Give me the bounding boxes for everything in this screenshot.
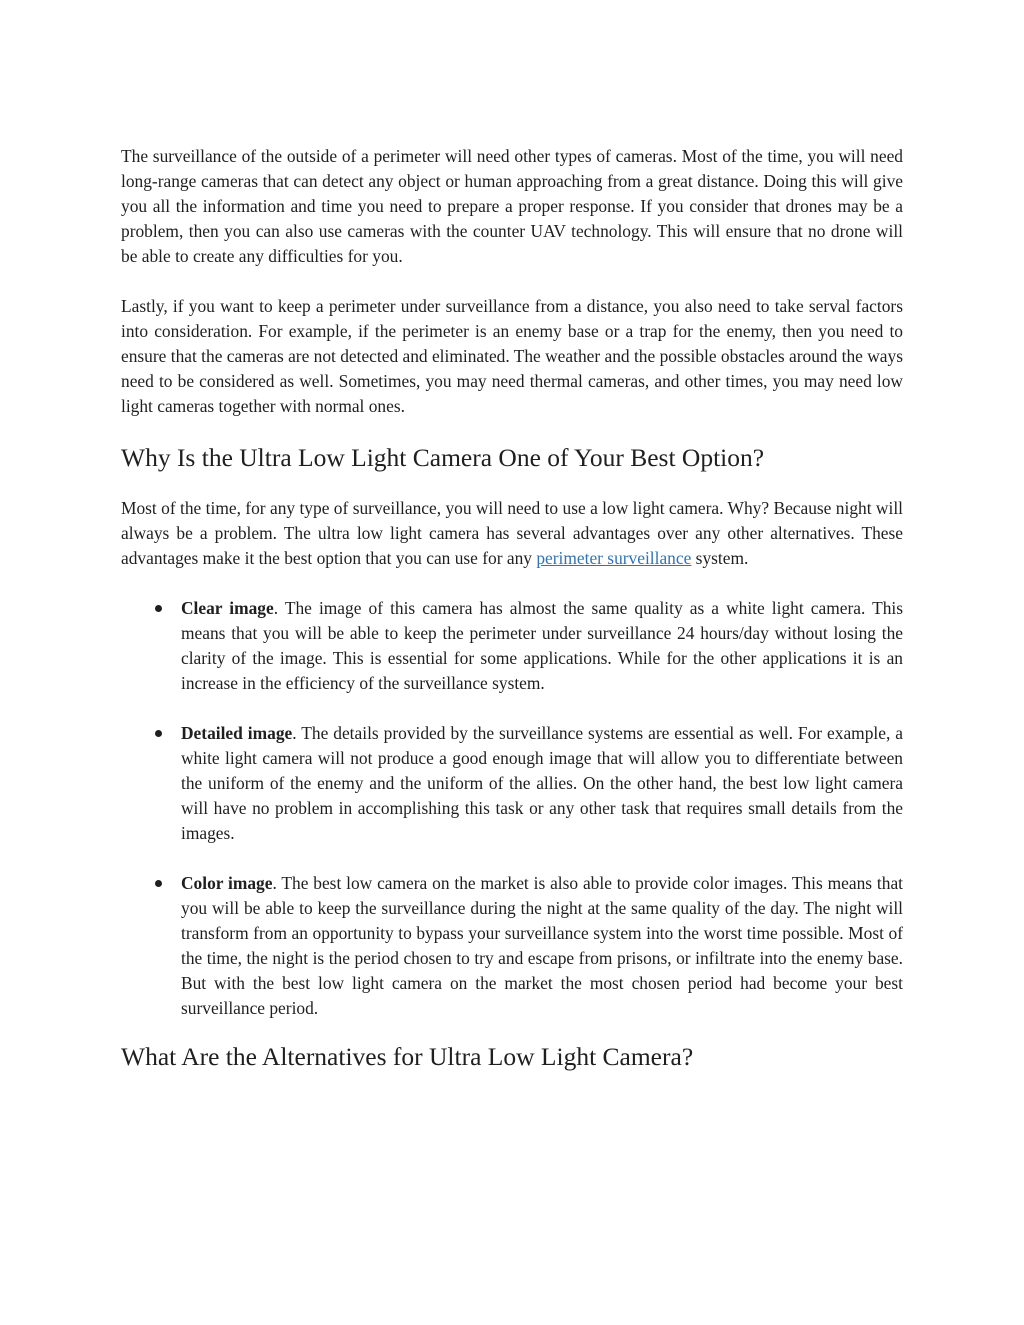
heading-why-ultra-low-light: Why Is the Ultra Low Light Camera One of Your Best Option?	[121, 443, 765, 472]
list-item-text: . The image of this camera has almost the same quality as a white light camera. This means that you will be able to keep the perimeter under surveillance 24 hours/day without losing the clarity of the image. This is essential for some applications. While for the other applications it is an increase in the efficiency of the surveillance system.	[181, 598, 903, 693]
paragraph-distance-surveillance: Lastly, if you want to keep a perimeter under surveillance from a distance, you also need to take serval factors into consideration. For example, if the perimeter is an enemy base or a trap for the enemy, then you need to ensure that the cameras are not detected and eliminated. The weather and the possible obstacles around the ways need to be considered as well. Sometimes, you may need thermal cameras, and other times, you may need low light cameras together with normal ones.	[121, 296, 903, 416]
paragraph-perimeter-outside: The surveillance of the outside of a perimeter will need other types of cameras. Most of the time, you will need long-range cameras that can detect any object or human approaching from a great distance. Doing this will give you all the information and time you need to prepare a proper response. If you consider that drones may be a problem, then you can also use cameras with the counter UAV technology. This will ensure that no drone will be able to create any difficulties for you.	[121, 146, 903, 266]
heading-alternatives: What Are the Alternatives for Ultra Low Light Camera?	[121, 1042, 694, 1071]
bullet-icon	[155, 605, 162, 612]
paragraph-low-light-text: Most of the time, for any type of surveillance, you will need to use a low light camera. Why? Because night will always be a problem. The ultra low light camera has several advantages over any other alternatives. These advantages make it the best option that you can use for any	[121, 498, 903, 568]
list-item-clear-image	[121, 596, 903, 696]
paragraph-low-light-intro	[121, 496, 903, 571]
list-item-text: . The details provided by the surveillance systems are essential as well. For example, a white light camera will not produce a good enough image that will allow you to differentiate between the uniform of the enemy and the uniform of the allies. On the other hand, the best low light camera will have no problem in accomplishing this task or any other task that requires small details from the images.	[181, 723, 903, 843]
list-item-text: . The best low camera on the market is also able to provide color images. This means that you will be able to keep the surveillance during the night at the same quality of the day. The night will transform from an opportunity to bypass your surveillance system into the worst time possible. Most of the time, the night is the period chosen to try and escape from prisons, or infiltrate into the enemy base. But with the best low light camera on the market the most chosen period had become your best surveillance period.	[181, 873, 903, 1018]
list-item-title: Clear image	[181, 598, 274, 618]
list-item-detailed-image	[121, 721, 903, 846]
paragraph-low-light-tail: system.	[691, 548, 749, 568]
advantages-list	[121, 596, 903, 1021]
list-item-color-image	[121, 871, 903, 1021]
bullet-icon	[155, 880, 162, 887]
document-page	[121, 144, 903, 1073]
list-item-title: Detailed image	[181, 723, 293, 743]
bullet-icon	[155, 730, 162, 737]
list-item-title: Color image	[181, 873, 273, 893]
perimeter-surveillance-link[interactable]: perimeter surveillance	[536, 548, 692, 568]
